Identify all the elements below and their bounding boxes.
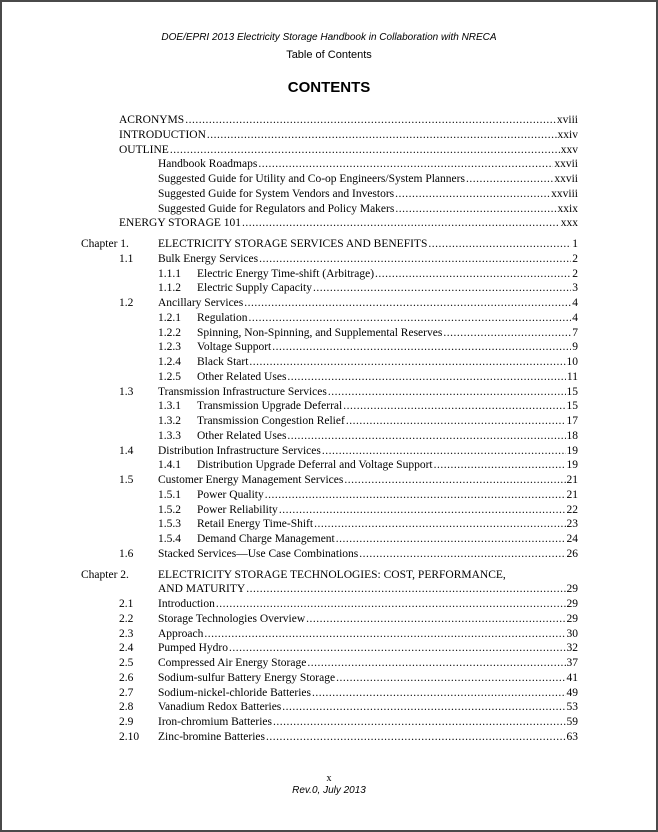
dot-leader — [248, 311, 571, 326]
dot-leader — [287, 429, 565, 444]
toc-entry-title: Approach — [158, 627, 204, 640]
toc-entry[interactable] — [2, 627, 656, 642]
toc-entry-page: 29 — [566, 612, 578, 625]
toc-entry-title: Power Quality — [197, 488, 264, 501]
toc-entry[interactable] — [2, 237, 656, 252]
dot-leader — [343, 399, 565, 414]
dot-leader — [434, 458, 566, 473]
toc-entry-title: Transmission Congestion Relief — [197, 415, 345, 427]
toc-entry-page: 19 — [566, 459, 578, 472]
dot-leader — [242, 216, 560, 231]
toc-entry-page: 29 — [566, 583, 578, 596]
dot-leader — [244, 296, 571, 311]
toc-entry-title: Bulk Energy Services — [158, 252, 259, 265]
toc-entry-title: Sodium-sulfur Battery Energy Storage — [158, 671, 336, 684]
toc-entry-number: Chapter 1. — [81, 238, 129, 250]
toc-entry[interactable] — [2, 172, 656, 187]
toc-entry[interactable] — [2, 444, 656, 459]
toc-entry-number: 1.5.1 — [158, 488, 181, 501]
table-of-contents — [2, 113, 656, 745]
toc-entry-title: Black Start — [197, 356, 249, 368]
toc-entry-title: Ancillary Services — [158, 297, 244, 309]
dot-leader — [246, 582, 565, 597]
toc-entry-number: 1.3.1 — [158, 400, 181, 413]
dot-leader — [336, 532, 566, 547]
toc-entry[interactable] — [2, 429, 656, 444]
toc-entry-title: Distribution Infrastructure Services — [158, 444, 321, 457]
toc-entry-title: Pumped Hydro — [158, 642, 228, 655]
toc-entry-page: 2 — [572, 252, 578, 265]
toc-entry-number: 2.9 — [119, 716, 134, 728]
toc-entry-page: 23 — [566, 518, 578, 531]
toc-entry-page: 32 — [566, 642, 578, 655]
toc-entry-title: ELECTRICITY STORAGE SERVICES AND BENEFITS — [158, 238, 428, 250]
toc-entry-title: INTRODUCTION — [119, 128, 206, 141]
toc-entry-title: Sodium-nickel-chloride Batteries — [158, 686, 311, 699]
toc-entry[interactable] — [2, 641, 656, 656]
toc-entry[interactable] — [2, 488, 656, 503]
toc-entry-number: 2.1 — [119, 598, 134, 610]
toc-entry-number: 1.2.4 — [158, 356, 181, 368]
dot-leader — [466, 172, 553, 187]
toc-entry[interactable] — [2, 355, 656, 370]
toc-entry-number: 1.2.1 — [158, 311, 181, 324]
toc-entry-title: Voltage Support — [197, 341, 272, 354]
toc-entry-number: 1.2.2 — [158, 326, 181, 339]
toc-entry-title: Other Related Uses — [197, 370, 287, 383]
toc-entry[interactable] — [2, 143, 656, 158]
toc-entry[interactable] — [2, 267, 656, 282]
dot-leader — [258, 157, 553, 172]
toc-entry-title: Vanadium Redox Batteries — [158, 701, 282, 714]
dot-leader — [287, 370, 566, 385]
toc-entry-title: Regulation — [197, 311, 248, 324]
toc-entry-title: Other Related Uses — [197, 429, 287, 442]
toc-entry[interactable] — [2, 582, 656, 597]
toc-entry-number: 1.4.1 — [158, 459, 181, 472]
toc-entry-title: Spinning, Non-Spinning, and Supplemental Reserves — [197, 326, 443, 339]
dot-leader — [185, 113, 556, 128]
toc-entry-page: 4 — [572, 297, 578, 309]
toc-entry-page: xxvii — [554, 158, 578, 171]
toc-entry-title: Customer Energy Management Services — [158, 474, 344, 486]
dot-leader — [359, 547, 565, 562]
toc-entry-number: 1.2 — [119, 297, 134, 309]
toc-entry-page: xxviii — [551, 187, 578, 200]
dot-leader — [282, 700, 565, 715]
dot-leader — [322, 444, 566, 459]
toc-entry-page: 15 — [566, 400, 578, 413]
toc-entry-page: 30 — [566, 627, 578, 640]
toc-entry-number: 1.5.3 — [158, 518, 181, 531]
toc-entry-page: 26 — [566, 547, 578, 560]
running-header: DOE/EPRI 2013 Electricity Storage Handbook in Collaboration with NRECA — [161, 32, 497, 43]
toc-entry-page: 4 — [572, 311, 578, 324]
toc-entry-number: 1.1.1 — [158, 267, 181, 280]
toc-entry[interactable] — [2, 399, 656, 414]
toc-entry-page: 18 — [566, 429, 578, 442]
toc-entry-title: Electric Supply Capacity — [197, 282, 312, 295]
toc-entry-number: 1.5.2 — [158, 503, 181, 516]
toc-entry-page: 2 — [572, 267, 578, 280]
toc-entry[interactable] — [2, 311, 656, 326]
toc-entry[interactable] — [2, 370, 656, 385]
toc-entry-number: 2.3 — [119, 627, 134, 640]
toc-entry-title: Distribution Upgrade Deferral and Voltage Support — [197, 459, 433, 472]
toc-entry[interactable] — [2, 547, 656, 562]
toc-entry[interactable] — [2, 612, 656, 627]
dot-leader — [307, 656, 565, 671]
dot-leader — [204, 627, 565, 642]
toc-entry[interactable] — [2, 216, 656, 231]
toc-entry-title: Handbook Roadmaps — [158, 158, 258, 171]
toc-entry-title: Compressed Air Energy Storage — [158, 657, 307, 669]
toc-entry[interactable] — [2, 128, 656, 143]
dot-leader — [312, 686, 566, 701]
dot-leader — [395, 202, 556, 217]
toc-entry[interactable] — [2, 568, 656, 583]
dot-leader — [259, 252, 571, 267]
toc-entry-number: 1.3.3 — [158, 429, 181, 442]
dot-leader — [314, 517, 565, 532]
toc-entry-number: 2.4 — [119, 642, 134, 655]
section-header: Table of Contents — [286, 49, 372, 61]
toc-entry-page: 37 — [566, 657, 578, 669]
toc-entry-title: Storage Technologies Overview — [158, 612, 306, 625]
toc-entry-number: 1.4 — [119, 444, 134, 457]
toc-entry[interactable] — [2, 532, 656, 547]
toc-entry[interactable] — [2, 281, 656, 296]
toc-entry-title: Suggested Guide for Utility and Co-op Engineers/System Planners — [158, 173, 465, 185]
toc-entry-page: 49 — [566, 686, 578, 699]
toc-entry[interactable] — [2, 656, 656, 671]
toc-entry-page: 63 — [566, 730, 578, 743]
toc-entry-title: OUTLINE — [119, 143, 169, 156]
toc-entry-number: 2.2 — [119, 612, 134, 625]
dot-leader — [279, 503, 566, 518]
toc-entry[interactable] — [2, 671, 656, 686]
toc-entry-number: Chapter 2. — [81, 568, 129, 581]
toc-entry-title: Introduction — [158, 598, 215, 610]
toc-entry-page: 15 — [566, 385, 578, 398]
toc-entry-page: xxiv — [557, 128, 578, 141]
toc-entry-page: 19 — [566, 444, 578, 457]
toc-entry[interactable] — [2, 597, 656, 612]
dot-leader — [272, 340, 571, 355]
dot-leader — [266, 730, 566, 745]
page-number: x — [326, 773, 332, 784]
toc-entry-number: 2.6 — [119, 671, 134, 684]
toc-entry[interactable] — [2, 326, 656, 341]
toc-entry-page: 9 — [572, 341, 578, 354]
toc-entry-title: Suggested Guide for Regulators and Policy Makers — [158, 202, 395, 215]
toc-entry[interactable] — [2, 340, 656, 355]
toc-entry[interactable] — [2, 187, 656, 202]
toc-entry-page: 3 — [572, 282, 578, 295]
toc-entry-title: AND MATURITY — [158, 583, 246, 596]
toc-entry-title: ELECTRICITY STORAGE TECHNOLOGIES: COST, PERFORMANCE, — [158, 568, 506, 581]
dot-leader — [428, 237, 571, 252]
dot-leader — [375, 267, 571, 282]
dot-leader — [265, 488, 566, 503]
toc-entry-title: Zinc-bromine Batteries — [158, 730, 265, 743]
toc-entry-page: 29 — [566, 598, 578, 610]
toc-entry-page: 59 — [566, 716, 578, 728]
page-title: CONTENTS — [287, 79, 371, 96]
dot-leader — [328, 385, 566, 400]
toc-entry[interactable] — [2, 252, 656, 267]
toc-entry-number: 1.2.3 — [158, 341, 181, 354]
dot-leader — [395, 187, 550, 202]
dot-leader — [273, 715, 565, 730]
toc-entry[interactable] — [2, 715, 656, 730]
toc-entry-page: xxx — [560, 217, 578, 230]
toc-entry-title: ACRONYMS — [119, 114, 185, 126]
dot-leader — [344, 473, 565, 488]
toc-entry[interactable] — [2, 157, 656, 172]
dot-leader — [216, 597, 566, 612]
toc-entry-page: 21 — [566, 474, 578, 486]
toc-entry[interactable] — [2, 385, 656, 400]
dot-leader — [229, 641, 566, 656]
toc-entry-number: 2.7 — [119, 686, 134, 699]
toc-entry[interactable] — [2, 113, 656, 128]
toc-entry[interactable] — [2, 686, 656, 701]
toc-entry-page: xviii — [556, 114, 578, 126]
toc-entry-title: ENERGY STORAGE 101 — [119, 217, 242, 230]
toc-entry[interactable] — [2, 414, 656, 429]
toc-entry-number: 1.5.4 — [158, 533, 181, 545]
toc-entry[interactable] — [2, 700, 656, 715]
toc-entry-number: 2.10 — [119, 730, 140, 743]
toc-entry-title: Suggested Guide for System Vendors and Investors — [158, 187, 395, 200]
toc-entry-page: xxv — [560, 143, 578, 156]
toc-entry-number: 1.1.2 — [158, 282, 181, 295]
dot-leader — [170, 143, 560, 158]
toc-entry-number: 1.2.5 — [158, 370, 181, 383]
toc-entry-number: 1.5 — [119, 474, 134, 486]
toc-entry-number: 1.6 — [119, 547, 134, 560]
toc-entry-number: 2.5 — [119, 657, 134, 669]
toc-entry-page: 10 — [566, 356, 578, 368]
dot-leader — [306, 612, 565, 627]
toc-entry[interactable] — [2, 730, 656, 745]
toc-entry-title: Transmission Upgrade Deferral — [197, 400, 343, 413]
toc-entry[interactable] — [2, 202, 656, 217]
toc-entry-page: 11 — [566, 370, 578, 383]
dot-leader — [336, 671, 565, 686]
revision-footer: Rev.0, July 2013 — [292, 785, 366, 796]
toc-entry-page: 17 — [566, 415, 578, 427]
toc-entry-number: 1.3 — [119, 385, 134, 398]
toc-entry-page: 53 — [566, 701, 578, 714]
toc-entry-title: Demand Charge Management — [197, 533, 335, 545]
toc-entry-title: Electric Energy Time-shift (Arbitrage) — [197, 267, 375, 280]
toc-entry[interactable] — [2, 517, 656, 532]
dot-leader — [346, 414, 566, 429]
toc-entry-page: 41 — [566, 671, 578, 684]
dot-leader — [313, 281, 571, 296]
toc-entry-page: 1 — [572, 238, 578, 250]
toc-entry-title: Transmission Infrastructure Services — [158, 385, 327, 398]
toc-entry-page: 22 — [566, 503, 578, 516]
toc-entry-number: 1.3.2 — [158, 415, 181, 427]
toc-entry-page: 24 — [566, 533, 578, 545]
toc-entry-title: Retail Energy Time-Shift — [197, 518, 314, 531]
toc-entry-page: xxix — [557, 202, 578, 215]
toc-entry-page: 7 — [572, 326, 578, 339]
toc-entry[interactable] — [2, 473, 656, 488]
toc-entry[interactable] — [2, 296, 656, 311]
toc-entry-number: 1.1 — [119, 252, 134, 265]
toc-entry-number: 2.8 — [119, 701, 134, 714]
toc-entry[interactable] — [2, 458, 656, 473]
dot-leader — [249, 355, 565, 370]
toc-entry-page: xxvii — [554, 173, 578, 185]
toc-entry-title: Power Reliability — [197, 503, 278, 516]
dot-leader — [443, 326, 571, 341]
toc-entry-title: Iron-chromium Batteries — [158, 716, 273, 728]
toc-entry[interactable] — [2, 503, 656, 518]
toc-entry-page: 21 — [566, 488, 578, 501]
toc-entry-title: Stacked Services—Use Case Combinations — [158, 547, 359, 560]
dot-leader — [207, 128, 557, 143]
